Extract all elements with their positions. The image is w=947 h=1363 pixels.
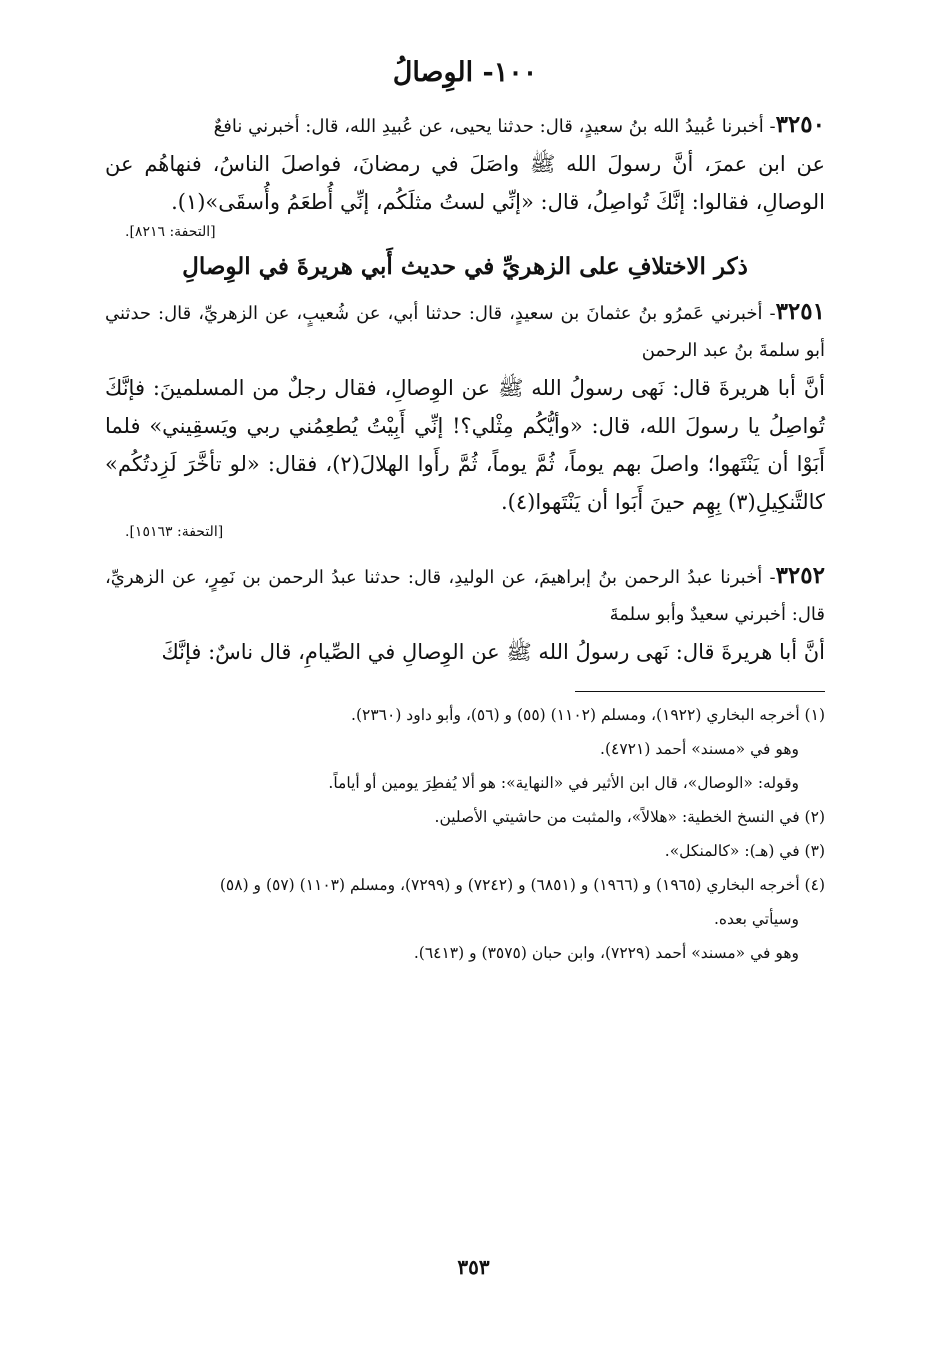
hadith-3252 — [105, 557, 825, 671]
chapter-title: ١٠٠- الوِصالُ — [392, 57, 538, 88]
footnote: (٢) في النسخ الخطية: «هلالاً»، والمثبت من حاشيتي الأصلين. — [434, 808, 825, 827]
footnotes — [105, 698, 825, 970]
footnote: وسيأتي بعده. — [713, 910, 799, 929]
footnote-divider — [575, 691, 825, 692]
hadith-3251 — [105, 293, 825, 543]
footnote: (١) أخرجه البخاري (١٩٢٢)، ومسلم (١١٠٢) (٥٥) و (٥٦)، وأبو داود (٢٣٦٠). — [351, 706, 825, 725]
isnad-text: - أخبرنا عُبيدُ الله بنُ سعيدٍ، قال: حدثنا يحيى، عن عُبيدِ الله، قال: أخبرني نافعٌ — [213, 116, 776, 138]
hadith-number: ٣٢٥١ — [775, 298, 825, 326]
hadith-isnad — [105, 557, 825, 633]
section-title: ذكر الاختلافِ على الزهريِّ في حديث أَبي هريرةَ في الوِصالِ — [182, 253, 748, 281]
page-number: ٣٥٣ — [457, 1255, 490, 1279]
hadith-isnad — [105, 106, 825, 145]
isnad-text: - أخبرنا عبدُ الرحمن بنُ إبراهيمَ، عن الوليدِ، قال: حدثنا عبدُ الرحمن بن نَمِرٍ، عن الزهريِّ، قال: أخبرني سعيدٌ وأبو سلمةَ — [105, 567, 825, 626]
hadith-matn: أنَّ أبا هريرةَ قال: نَهى رسولُ الله ﷺ عن الوِصالِ في الصِّيامِ، قال ناسٌ: فإنَّكَ — [161, 640, 825, 665]
footnote: وقوله: «الوصال»، قال ابن الأثير في «النهاية»: هو ألا يُفطِرَ يومين أو أياماً. — [328, 774, 799, 793]
isnad-text: - أخبرني عَمرُو بنُ عثمانَ بن سعيدٍ، قال: حدثنا أبي، عن شُعيبٍ، عن الزهريِّ، قال: حدثني أبو سلمةَ بنُ عبد الرحمن — [105, 303, 825, 362]
hadith-number: ٣٢٥٢ — [775, 562, 825, 590]
tuhfa-reference: [التحفة: ١٥١٦٣]. — [125, 524, 224, 541]
tuhfa-reference: [التحفة: ٨٢١٦]. — [125, 224, 216, 241]
page-body — [105, 55, 825, 970]
footnote: وهو في «مسند» أحمد (٧٢٢٩)، وابن حبان (٣٥٧٥) و (٦٤١٣). — [413, 944, 799, 963]
footnote: (٤) أخرجه البخاري (١٩٦٥) و (١٩٦٦) و (٦٨٥١) و (٧٢٤٢) و (٧٢٩٩)، ومسلم (١١٠٣) (٥٧) و (٥٨) — [219, 876, 825, 895]
hadith-3250 — [105, 106, 825, 243]
hadith-isnad — [105, 293, 825, 369]
footnote: (٣) في (هـ): «كالمنكل». — [664, 842, 825, 861]
footnote: وهو في «مسند» أحمد (٤٧٢١). — [600, 740, 799, 759]
hadith-number: ٣٢٥٠ — [775, 111, 825, 139]
hadith-matn: عن ابن عمرَ، أنَّ رسولَ الله ﷺ واصَلَ في رمضانَ، فواصلَ الناسُ، فنهاهُم عن الوصالِ، فقالوا: إنَّكَ تُواصِلُ، قال: «إنِّي لستُ مثلَكُم، إنِّي أُطعَمُ وأُسقَى»(١). — [105, 152, 825, 215]
hadith-matn: أنَّ أبا هريرةَ قال: نَهى رسولُ الله ﷺ عن الوِصالِ، فقال رجلٌ من المسلمينَ: فإنَّكَ تُواصِلُ يا رسولَ الله، قال: «وأيُّكُم مِثْلي؟! إنِّي أَبِيْتُ يُطعِمُني ربي ويَسقِيني» فلما أَبَوْا أن يَنْتَهوا؛ واصلَ بهم يوماً، ثُمَّ يوماً، ثُمَّ رأَوا الهلالَ(٢)، فقال: «لو تأخَّرَ لَزِدتُكُم» كالتَّنكِيلِ(٣) بِهِم حينَ أَبَوا أن يَنْتَهوا(٤). — [105, 376, 825, 515]
